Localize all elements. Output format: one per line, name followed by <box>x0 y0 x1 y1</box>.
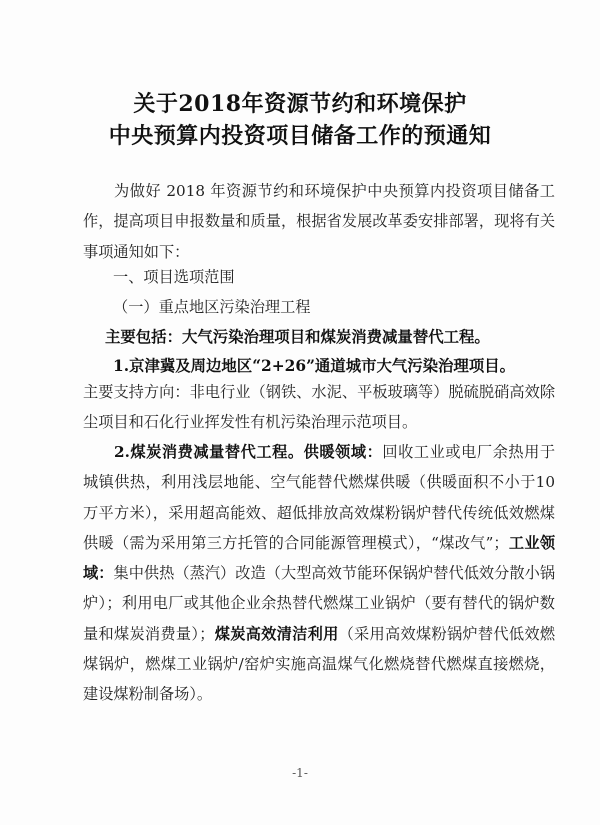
intro-text: 为做好 2018 年资源节约和环境保护中央预算内投资项目储备工作，提高项目申报数量和质量，根据省发展改革委安排部署，现将有关事项通知如下： <box>83 182 555 261</box>
main-includes-line: 主要包括：大气污染治理项目和煤炭消费减量替代工程。 <box>105 328 490 346</box>
item-1-body-text: 主要支持方向：非电行业（钢铁、水泥、平板玻璃等）脱硫脱硝高效除尘项目和石化行业挥发性有机污染治理示范项目。 <box>83 383 555 432</box>
intro-paragraph <box>83 176 555 267</box>
document-title-line-1: 关于2018年资源节约和环境保护 <box>133 91 467 117</box>
document-title-line-2: 中央预算内投资项目储备工作的预通知 <box>108 123 492 149</box>
item-2-body-3: （采用高效煤粉锅炉替代低效燃煤锅炉，燃煤工业锅炉/窑炉实施高温煤气化燃烧替代燃煤直接燃烧，建设煤粉制备场）。 <box>83 624 556 704</box>
item-2-lead: 2.煤炭消费减量替代工程。供暖领域： <box>114 443 383 461</box>
item-1-body <box>83 377 555 438</box>
subsection-1-heading: （一）重点地区污染治理工程 <box>113 298 311 316</box>
item-1-heading: 1.京津冀及周边地区“2+26”通道城市大气污染治理项目。 <box>113 357 515 375</box>
item-2-body-1: 回收工业或电厂余热用于城镇供热，利用浅层地能、空气能替代燃煤供暖（供暖面积不小于10万平方米），采用超高能效、超低排放高效煤粉锅炉替代传统低效燃煤供暖（需为采用第三方托管的合同能源管理模式），“煤改气”； <box>83 443 556 552</box>
item-2-body-2: 集中供热（蒸汽）改造（大型高效节能环保锅炉替代低效分散小锅炉）；利用电厂或其他企业余热替代燃煤工业锅炉（要有替代的锅炉数量和煤炭消费量）； <box>83 564 556 643</box>
page-number: -1- <box>292 766 308 780</box>
item-2-industrial-label: 工业领域： <box>83 533 555 583</box>
item-2-coal-label: 煤炭高效清洁利用 <box>214 624 339 643</box>
item-2-paragraph <box>83 437 555 710</box>
section-1-heading: 一、项目选项范围 <box>113 268 235 286</box>
